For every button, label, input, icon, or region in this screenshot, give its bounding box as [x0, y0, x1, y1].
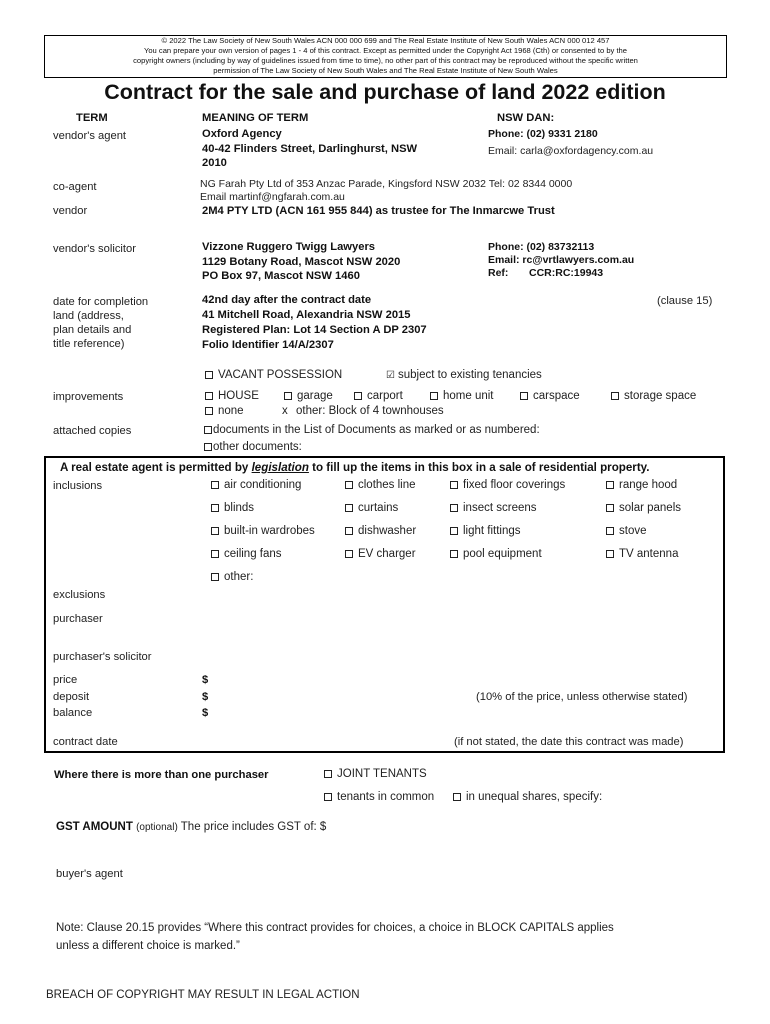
home-unit-label: home unit	[443, 390, 494, 402]
carspace-label: carspace	[533, 390, 580, 402]
tenants-in-common-label: tenants in common	[337, 791, 435, 803]
checkbox-icon[interactable]	[606, 481, 614, 489]
improvement-carport[interactable]	[354, 390, 403, 402]
checkbox-icon[interactable]	[205, 392, 213, 400]
purchaser-label: purchaser	[53, 613, 103, 625]
checkbox-icon[interactable]	[345, 504, 353, 512]
page-title: Contract for the sale and purchase of land 2022 edition	[104, 80, 666, 104]
co-agent-label: co-agent	[53, 181, 97, 193]
tenants-in-common-option[interactable]	[324, 791, 434, 803]
inclusion-ev-charger[interactable]	[345, 548, 416, 560]
inclusion-label: insect screens	[463, 502, 537, 514]
inclusion-clothes-line[interactable]	[345, 479, 416, 491]
heading-pre: A real estate agent is permitted by	[60, 461, 252, 474]
improvements-label: improvements	[53, 391, 124, 403]
house-label: HOUSE	[218, 390, 259, 402]
copyright-notice	[44, 35, 727, 78]
vendor-solicitor-po-box: PO Box 97, Mascot NSW 1460	[202, 270, 360, 282]
note-line-2: unless a different choice is marked.”	[56, 940, 240, 952]
attached-copies-label: attached copies	[53, 425, 132, 437]
vendor-agent-email: Email: carla@oxfordagency.com.au	[488, 145, 654, 157]
title-reference-label: title reference)	[53, 338, 125, 350]
tenancies-label: subject to existing tenancies	[397, 369, 542, 381]
inclusion-label: curtains	[358, 502, 399, 514]
exclusions-label: exclusions	[53, 589, 106, 601]
inclusion-label: pool equipment	[463, 548, 542, 560]
contract-date-note: (if not stated, the date this contract was made)	[454, 736, 684, 748]
none-label: none	[218, 405, 244, 417]
buyers-agent-label: buyer's agent	[56, 868, 123, 880]
checkbox-icon[interactable]	[211, 481, 219, 489]
checkbox-icon[interactable]	[450, 550, 458, 558]
checkbox-icon[interactable]	[354, 392, 362, 400]
inclusion-label: TV antenna	[619, 548, 679, 560]
agent-box-heading	[60, 461, 650, 474]
checkbox-icon[interactable]	[324, 793, 332, 801]
vendor-solicitor-name: Vizzone Ruggero Twigg Lawyers	[202, 241, 376, 253]
checkbox-icon[interactable]	[453, 793, 461, 801]
multiple-purchaser-label: Where there is more than one purchaser	[54, 769, 269, 781]
improvement-other-mark: x	[282, 405, 288, 417]
unequal-shares-option[interactable]	[453, 791, 602, 803]
balance-label: balance	[53, 707, 93, 719]
inclusion-stove[interactable]	[606, 525, 647, 537]
heading-post: to fill up the items in this box in a sale of residential property.	[308, 461, 650, 474]
vacant-possession-label: VACANT POSSESSION	[218, 369, 343, 381]
header-meaning: MEANING OF TERM	[202, 112, 309, 124]
vendor-agent-phone: Phone: (02) 9331 2180	[488, 128, 598, 140]
improvement-garage[interactable]	[284, 390, 333, 402]
inclusion-label: light fittings	[463, 525, 521, 537]
co-agent-line-1: NG Farah Pty Ltd of 353 Anzac Parade, Kingsford NSW 2032 Tel: 02 8344 0000	[200, 178, 573, 190]
inclusions-label: inclusions	[53, 480, 103, 492]
real-estate-agent-box	[44, 456, 725, 753]
inclusion-label: fixed floor coverings	[463, 479, 566, 491]
checkbox-icon[interactable]	[204, 426, 212, 434]
checkbox-icon[interactable]	[211, 573, 219, 581]
plan-details-label: plan details and	[53, 324, 132, 336]
land-address: 41 Mitchell Road, Alexandria NSW 2015	[202, 309, 411, 321]
inclusion-label: built-in wardrobes	[224, 525, 315, 537]
inclusion-curtains[interactable]	[345, 502, 398, 514]
inclusion-insect-screens[interactable]	[450, 502, 537, 514]
checkbox-icon[interactable]	[205, 407, 213, 415]
checkbox-icon[interactable]	[606, 527, 614, 535]
checkbox-icon[interactable]	[211, 527, 219, 535]
tenancies-option[interactable]	[386, 369, 542, 381]
unequal-shares-label: in unequal shares, specify:	[466, 791, 603, 803]
vendor-agent-address-2: 2010	[202, 157, 227, 169]
vendor-solicitor-ref-label: Ref:	[488, 267, 509, 279]
vendor-agent-label: vendor's agent	[53, 130, 127, 142]
inclusion-label: stove	[619, 525, 647, 537]
header-term: TERM	[76, 112, 108, 124]
vendor-solicitor-ref-value: CCR:RC:19943	[529, 267, 604, 279]
inclusion-label: clothes line	[358, 479, 416, 491]
storage-label: storage space	[624, 390, 697, 402]
copyright-line-4: permission of The Law Society of New South Wales and The Real Estate Institute of New South Wales	[213, 66, 558, 75]
checkbox-icon[interactable]	[324, 770, 332, 778]
inclusion-label: range hood	[619, 479, 678, 491]
attached-documents-option[interactable]	[204, 424, 540, 436]
checkbox-icon[interactable]	[450, 504, 458, 512]
gst-optional: (optional)	[136, 822, 178, 833]
attached-other-option[interactable]	[204, 441, 302, 453]
inclusion-label: EV charger	[358, 548, 416, 560]
price-dollar: $	[202, 674, 209, 686]
checkbox-icon[interactable]	[611, 392, 619, 400]
inclusion-blinds[interactable]	[211, 502, 254, 514]
improvement-other: other: Block of 4 townhouses	[296, 405, 444, 417]
vendor-solicitor-phone: Phone: (02) 83732113	[488, 241, 595, 253]
inclusion-other[interactable]	[211, 571, 253, 583]
carport-label: carport	[367, 390, 403, 402]
garage-label: garage	[297, 390, 333, 402]
improvement-none[interactable]	[205, 405, 244, 417]
improvement-home-unit[interactable]	[430, 390, 494, 402]
completion-label: date for completion	[53, 296, 149, 308]
folio-identifier: Folio Identifier 14/A/2307	[202, 339, 334, 351]
inclusion-built-in-wardrobes[interactable]	[211, 525, 315, 537]
checkbox-icon[interactable]	[345, 481, 353, 489]
vendor-agent-name: Oxford Agency	[202, 128, 282, 140]
checkbox-icon[interactable]	[204, 443, 212, 451]
inclusion-light-fittings[interactable]	[450, 525, 521, 537]
inclusion-ceiling-fans[interactable]	[211, 548, 282, 560]
checkbox-icon[interactable]	[284, 392, 292, 400]
deposit-label: deposit	[53, 691, 90, 703]
joint-tenants-option[interactable]	[324, 768, 427, 780]
inclusion-air-conditioning[interactable]	[211, 479, 301, 491]
vendor-solicitor-email: Email: rc@vrtlawyers.com.au	[488, 254, 635, 266]
inclusion-range-hood[interactable]	[606, 479, 677, 491]
vacant-possession-checkbox[interactable]	[205, 371, 213, 379]
checkbox-icon[interactable]	[450, 481, 458, 489]
purchaser-solicitor-label: purchaser's solicitor	[53, 651, 152, 663]
contract-date-label: contract date	[53, 736, 118, 748]
vendor-solicitor-label: vendor's solicitor	[53, 243, 136, 255]
checkbox-icon[interactable]	[430, 392, 438, 400]
checkbox-icon[interactable]	[606, 504, 614, 512]
price-label: price	[53, 674, 78, 686]
checkbox-icon[interactable]	[211, 550, 219, 558]
deposit-note: (10% of the price, unless otherwise stated)	[476, 691, 688, 703]
completion-clause: (clause 15)	[657, 295, 713, 307]
footer-warning: BREACH OF COPYRIGHT MAY RESULT IN LEGAL ACTION	[46, 989, 360, 1001]
co-agent-line-2: Email martinf@ngfarah.com.au	[200, 191, 345, 203]
copyright-line-2: You can prepare your own version of pages 1 - 4 of this contract. Except as permitted under the Copyright Act 1968 (Cth) or consented to by the	[143, 46, 628, 55]
vendor-solicitor-address: 1129 Botany Road, Mascot NSW 2020	[202, 256, 401, 268]
improvement-house[interactable]	[205, 390, 259, 402]
inclusion-solar-panels[interactable]	[606, 502, 681, 514]
improvement-storage[interactable]	[611, 390, 696, 402]
checkbox-icon[interactable]	[450, 527, 458, 535]
other-documents-label: other documents:	[213, 441, 302, 453]
inclusion-label: dishwasher	[358, 525, 417, 537]
vacant-possession-option[interactable]	[205, 369, 342, 381]
vendor-agent-address-1: 40-42 Flinders Street, Darlinghurst, NSW	[202, 143, 418, 155]
inclusion-label: ceiling fans	[224, 548, 282, 560]
land-label: land (address,	[53, 310, 124, 322]
heading-legislation: legislation	[251, 461, 309, 474]
joint-tenants-label: JOINT TENANTS	[337, 768, 427, 780]
deposit-dollar: $	[202, 691, 209, 703]
checkbox-icon[interactable]	[606, 550, 614, 558]
inclusion-dishwasher[interactable]	[345, 525, 416, 537]
documents-label: documents in the List of Documents as marked or as numbered:	[213, 424, 540, 436]
gst-text: The price includes GST of: $	[180, 821, 327, 833]
vendor-value: 2M4 PTY LTD (ACN 161 955 844) as trustee for The Inmarcwe Trust	[202, 205, 555, 217]
header-nsw-dan: NSW DAN:	[497, 112, 555, 124]
inclusion-label: blinds	[224, 502, 255, 514]
checkbox-icon[interactable]	[211, 504, 219, 512]
copyright-line-3: copyright owners (including by way of guidelines issued from time to time), no other part of this contract may be reproduced without the specific written	[133, 56, 638, 65]
inclusion-label: solar panels	[619, 502, 682, 514]
checkbox-icon[interactable]	[520, 392, 528, 400]
inclusion-fixed-floor-coverings[interactable]	[450, 479, 565, 491]
checkbox-icon[interactable]	[345, 527, 353, 535]
inclusion-pool-equipment[interactable]	[450, 548, 542, 560]
vendor-label: vendor	[53, 205, 88, 217]
note-line-1: Note: Clause 20.15 provides “Where this contract provides for choices, a choice in BLOCK CAPITALS applies	[56, 922, 614, 934]
completion-date: 42nd day after the contract date	[202, 294, 372, 306]
gst-row	[56, 821, 326, 833]
registered-plan: Registered Plan: Lot 14 Section A DP 2307	[202, 324, 427, 336]
inclusion-other-label: other:	[224, 571, 254, 583]
copyright-line-1: © 2022 The Law Society of New South Wales ACN 000 000 699 and The Real Estate Institute of New South Wales ACN 000 012 457	[161, 36, 610, 45]
improvement-carspace[interactable]	[520, 390, 580, 402]
balance-dollar: $	[202, 707, 209, 719]
tenancies-checked-checkbox[interactable]: ☑	[386, 370, 395, 381]
inclusion-label: air conditioning	[224, 479, 302, 491]
checkbox-icon[interactable]	[345, 550, 353, 558]
gst-label: GST AMOUNT	[56, 821, 133, 833]
inclusion-tv-antenna[interactable]	[606, 548, 678, 560]
